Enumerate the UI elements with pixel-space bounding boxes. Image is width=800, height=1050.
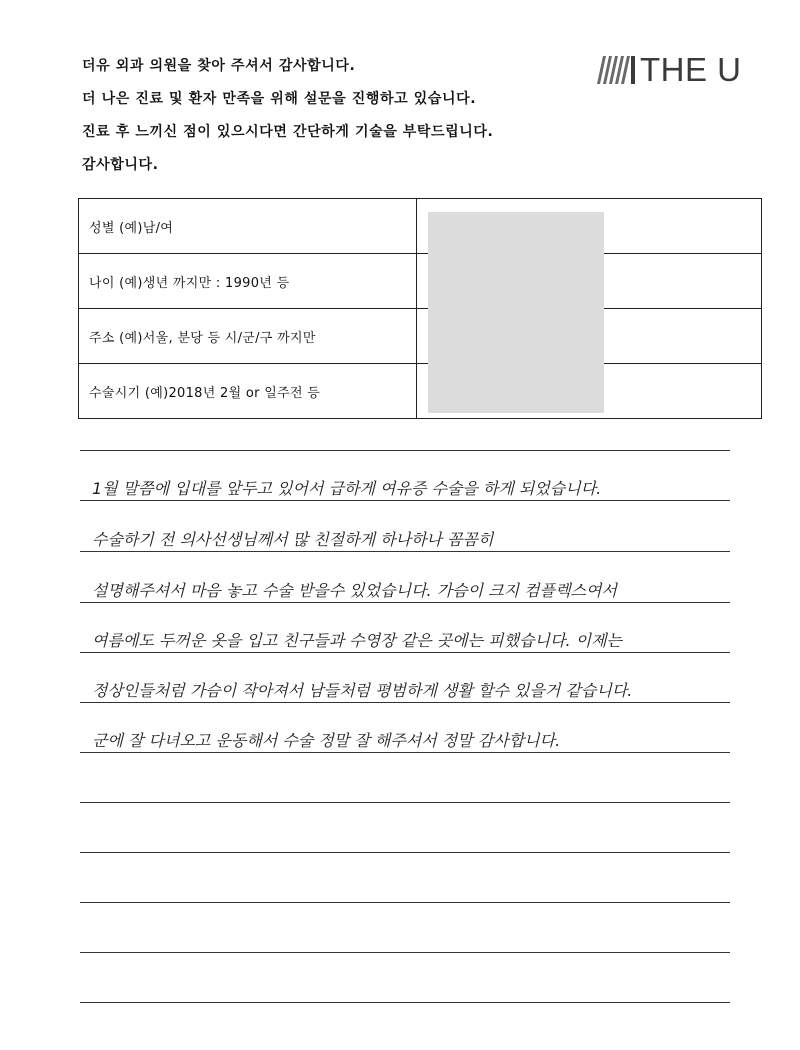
intro-line-3: 진료 후 느끼신 점이 있으시다면 간단하게 기술을 부탁드립니다. [82, 124, 494, 140]
field-label-age: 나이 (예)생년 까지만 : 1990년 등 [79, 254, 417, 309]
ruled-line [80, 1002, 730, 1003]
field-label-gender: 성별 (예)남/여 [79, 199, 417, 254]
ruled-line [80, 602, 730, 603]
ruled-line [80, 952, 730, 953]
ruled-line [80, 652, 730, 653]
logo-text: THE U [640, 51, 742, 88]
ruled-line [80, 450, 730, 451]
field-label-surgery-date: 수술시기 (예)2018년 2월 or 일주전 등 [79, 364, 417, 419]
ruled-line [80, 702, 730, 703]
intro-line-4: 감사합니다. [82, 157, 159, 173]
handwritten-line-2: 수술하기 전 의사선생님께서 많 친절하게 하나하나 꼼꼼히 [92, 530, 494, 549]
handwritten-line-1: 1월 말쯤에 입대를 앞두고 있어서 급하게 여유증 수술을 하게 되었습니다. [92, 479, 602, 498]
ruled-line [80, 500, 730, 501]
ruled-line [80, 902, 730, 903]
ruled-line [80, 551, 730, 552]
intro-line-2: 더 나은 진료 및 환자 만족을 위해 설문을 진행하고 있습니다. [82, 91, 477, 107]
ruled-line [80, 852, 730, 853]
field-label-address: 주소 (예)서울, 분당 등 시/군/구 까지만 [79, 309, 417, 364]
ruled-line [80, 752, 730, 753]
handwritten-line-6: 군에 잘 다녀오고 운동해서 수술 정말 잘 해주셔서 정말 감사합니다. [92, 731, 561, 750]
handwritten-line-3: 설명해주셔서 마음 놓고 수술 받을수 있었습니다. 가슴이 크지 컴플렉스여서 [92, 581, 617, 600]
intro-line-1: 더유 외과 의원을 찾아 주셔서 감사합니다. [82, 58, 356, 74]
handwritten-line-4: 여름에도 두꺼운 옷을 입고 친구들과 수영장 같은 곳에는 피했습니다. 이제는 [92, 631, 622, 650]
handwritten-line-5: 정상인들처럼 가슴이 작아져서 남들처럼 평범하게 생활 할수 있을거 같습니다. [92, 681, 633, 700]
ruled-line [80, 802, 730, 803]
